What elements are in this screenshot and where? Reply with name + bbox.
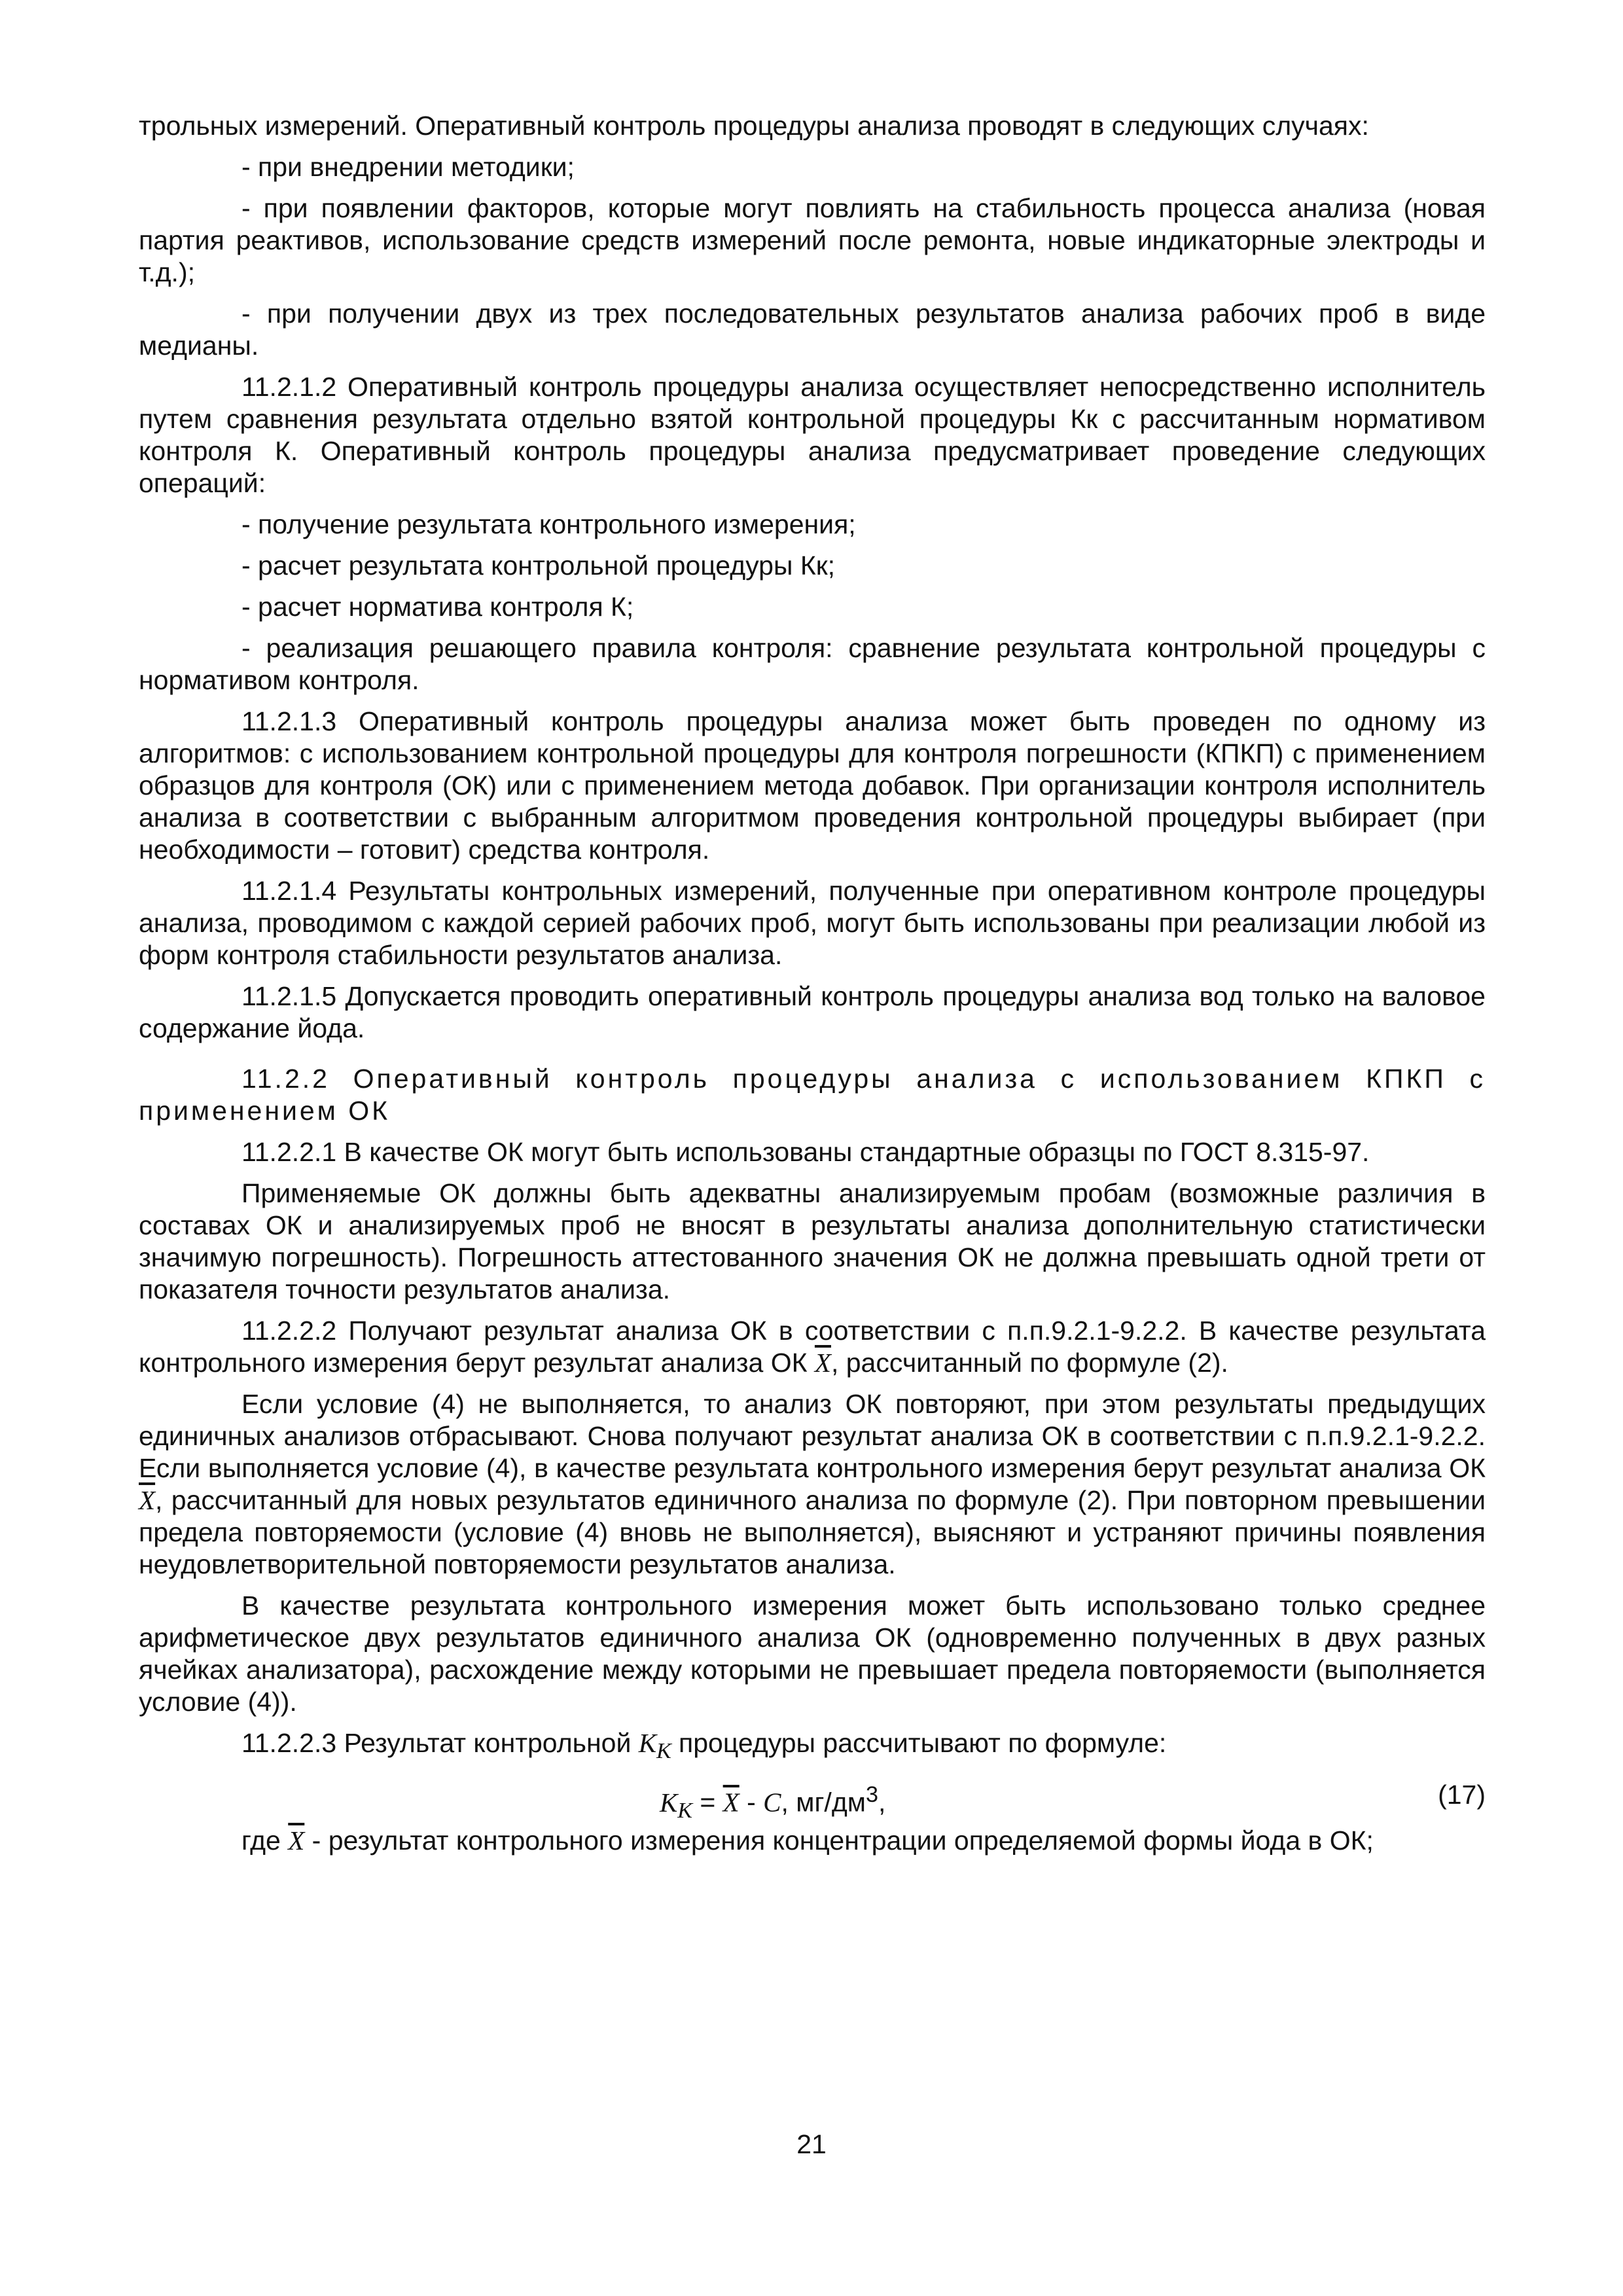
formula-minus: - [739, 1787, 764, 1818]
x-bar-symbol: $\overline{X}$ [139, 1485, 156, 1515]
section-heading-11-2-2: 11.2.2 Оперативный контроль процедуры анализа с использованием КПКП с применением ОК [139, 1064, 1486, 1126]
list-item: - расчет результата контрольной процедуры Кк; [241, 550, 836, 581]
x-bar-symbol: $\overline{X}$ [288, 1825, 305, 1856]
paragraph-11-2-1-3: 11.2.1.3 Оперативный контроль процедуры анализа может быть проведен по одному из алгоритмов: с использованием контрольной процедуры для контроля погрешности (КПКП) с применением образцов для контроля (ОК) или с применением метода добавок. При организации контроля исполнитель анализа в соответствии с выбранным алгоритмом проведения контрольной процедуры выбирает (при необходимости – готовит) средства контроля. [139, 706, 1486, 865]
x-bar-symbol: $\overline{X}$ [814, 1348, 831, 1378]
formula-units-end: , [878, 1787, 886, 1818]
list-item: - получение результата контрольного измерения; [241, 509, 856, 539]
paragraph: Применяемые ОК должны быть адекватны анализируемым пробам (возможные различия в составах ОК и анализируемых проб не вносят в результаты анализа дополнительную статистически значимую погрешность). Погрешность аттестованного значения ОК не должна превышать одной трети от показателя точности результатов анализа. [139, 1178, 1486, 1304]
page-number: 21 [796, 2129, 827, 2159]
list-item: - расчет норматива контроля К; [241, 592, 634, 622]
paragraph-11-2-2-3 [139, 1727, 1486, 1767]
formula-equals: = [692, 1787, 723, 1818]
paragraph-11-2-2-1: 11.2.2.1 В качестве ОК могут быть использованы стандартные образцы по ГОСТ 8.315-97. [241, 1137, 1370, 1167]
formula-17 [139, 1776, 1486, 1823]
formula-units: , мг/дм [781, 1787, 866, 1818]
text-run: , рассчитанный по формуле (2). [830, 1348, 1228, 1378]
formula-number: (17) [1438, 1780, 1486, 1810]
formula-units-exponent: 3 [865, 1782, 878, 1808]
list-item: - при получении двух из трех последовательных результатов анализа рабочих проб в виде медианы. [139, 298, 1486, 361]
text-run: - результат контрольного измерения концентрации определяемой формы йода в ОК; [304, 1825, 1374, 1856]
text-run: , рассчитанный для новых результатов единичного анализа по формуле (2). При повторном превышении предела повторяемости (условие (4) вновь не выполняется), выясняют и устраняют причины появления неудовлетворительной повторяемости результатов анализа. [139, 1485, 1486, 1579]
list-item: - при появлении факторов, которые могут повлиять на стабильность процесса анализа (новая партия реактивов, использование средств измерений после ремонта, новые индикаторные электроды и т.д.); [139, 193, 1486, 287]
paragraph-11-2-1-5: 11.2.1.5 Допускается проводить оперативный контроль процедуры анализа вод только на валовое содержание йода. [139, 981, 1486, 1043]
paragraph [139, 1388, 1486, 1581]
kk-subscript: К [656, 1739, 671, 1764]
text-run: процедуры рассчитывают по формуле: [671, 1728, 1167, 1758]
text-run: 11.2.2.2 Получают результат анализа ОК в соответствии с п.п.9.2.1-9.2.2. В качестве результата контрольного измерения берут результат анализа ОК [139, 1316, 1486, 1378]
paragraph-11-2-1-4: 11.2.1.4 Результаты контрольных измерений, полученные при оперативном контроле процедуры анализа, проводимом с каждой серией рабочих проб, могут быть использованы при реализации любой из форм контроля стабильности результатов анализа. [139, 876, 1486, 970]
formula-expression [660, 1779, 885, 1827]
paragraph-where [139, 1825, 1486, 1857]
paragraph-11-2-1-2: 11.2.1.2 Оперативный контроль процедуры анализа осуществляет непосредственно исполнитель путем сравнения результата отдельно взятой контрольной процедуры Кк с рассчитанным нормативом контроля К. Оперативный контроль процедуры анализа предусматривает проведение следующих операций: [139, 372, 1486, 498]
text-run: где [241, 1825, 289, 1856]
text-run: 11.2.2.3 Результат контрольной [241, 1728, 639, 1758]
text-run: Если условие (4) не выполняется, то анализ ОК повторяют, при этом результаты предыдущих единичных анализов отбрасывают. Снова получают результат анализа ОК в соответствии с п.п.9.2.1-9.2.2. Если выполняется условие (4), в качестве результата контрольного измерения берут результат анализа ОК [139, 1389, 1486, 1483]
list-item: - при внедрении методики; [241, 152, 575, 182]
kk-symbol: $К_К$ [638, 1728, 671, 1764]
formula-c: С [763, 1787, 781, 1818]
formula-kk: $К_К$ [660, 1787, 692, 1823]
list-item: - реализация решающего правила контроля: сравнение результата контрольной процедуры с нормативом контроля. [139, 633, 1486, 695]
paragraph: В качестве результата контрольного измерения может быть использовано только среднее арифметическое двух результатов единичного анализа ОК (одновременно полученных в двух разных ячейках анализатора), расхождение между которыми не превышает предела повторяемости (выполняется условие (4)). [139, 1590, 1486, 1717]
formula-x-bar: $\overline{X}$ [722, 1787, 740, 1818]
paragraph-11-2-2-2 [139, 1315, 1486, 1379]
paragraph: трольных измерений. Оперативный контроль процедуры анализа проводят в следующих случаях: [139, 111, 1369, 141]
